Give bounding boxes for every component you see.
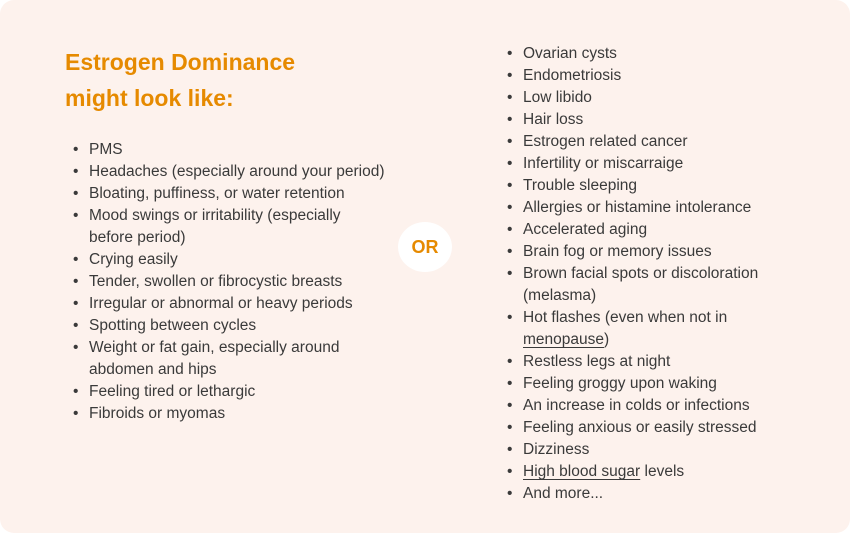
list-item: • Ovarian cysts: [506, 43, 816, 65]
list-item: • Mood swings or irritability (especially before period): [72, 205, 387, 249]
high-blood-sugar-link[interactable]: High blood sugar: [523, 463, 641, 480]
blood-sugar-suffix: levels: [640, 463, 685, 480]
list-item: • An increase in colds or infections: [506, 395, 816, 417]
list-item: • Allergies or histamine intolerance: [506, 197, 816, 219]
list-item: • Irregular or abnormal or heavy periods: [72, 293, 387, 315]
hot-flashes-text: Hot flashes (even when not in: [523, 309, 728, 326]
or-separator-badge: [398, 222, 452, 272]
list-item: • Weight or fat gain, especially around abdomen and hips: [72, 337, 387, 381]
list-item: • Fibroids or myomas: [72, 403, 387, 425]
list-item: • And more...: [506, 483, 816, 505]
list-item: • Crying easily: [72, 249, 387, 271]
right-symptom-list: [506, 43, 816, 505]
list-item: • Headaches (especially around your period): [72, 161, 387, 183]
list-item: • Feeling anxious or easily stressed: [506, 417, 816, 439]
list-item: • Low libido: [506, 87, 816, 109]
list-item: • Tender, swollen or fibrocystic breasts: [72, 271, 387, 293]
list-item: • Infertility or miscarraige: [506, 153, 816, 175]
list-item: • Trouble sleeping: [506, 175, 816, 197]
list-item: • Feeling groggy upon waking: [506, 373, 816, 395]
list-item: • Spotting between cycles: [72, 315, 387, 337]
list-item: • Bloating, puffiness, or water retention: [72, 183, 387, 205]
list-item: • Feeling tired or lethargic: [72, 381, 387, 403]
list-item: • Dizziness: [506, 439, 816, 461]
list-item: • Endometriosis: [506, 65, 816, 87]
title-line-1: Estrogen Dominance: [65, 49, 296, 75]
card-title: [65, 44, 385, 116]
menopause-link[interactable]: menopause: [523, 331, 605, 348]
list-item: • Hair loss: [506, 109, 816, 131]
left-symptom-list: [72, 139, 387, 425]
list-item-blood-sugar: [506, 461, 816, 483]
list-item: • Brown facial spots or discoloration (melasma): [506, 263, 816, 307]
title-line-2: might look like:: [65, 85, 234, 111]
or-label: OR: [411, 236, 439, 257]
list-item: • Brain fog or memory issues: [506, 241, 816, 263]
list-item: • Restless legs at night: [506, 351, 816, 373]
list-item-hot-flashes: [506, 307, 816, 351]
list-item: • PMS: [72, 139, 387, 161]
hot-flashes-suffix: ): [604, 331, 610, 348]
list-item: • Estrogen related cancer: [506, 131, 816, 153]
list-item: • Accelerated aging: [506, 219, 816, 241]
